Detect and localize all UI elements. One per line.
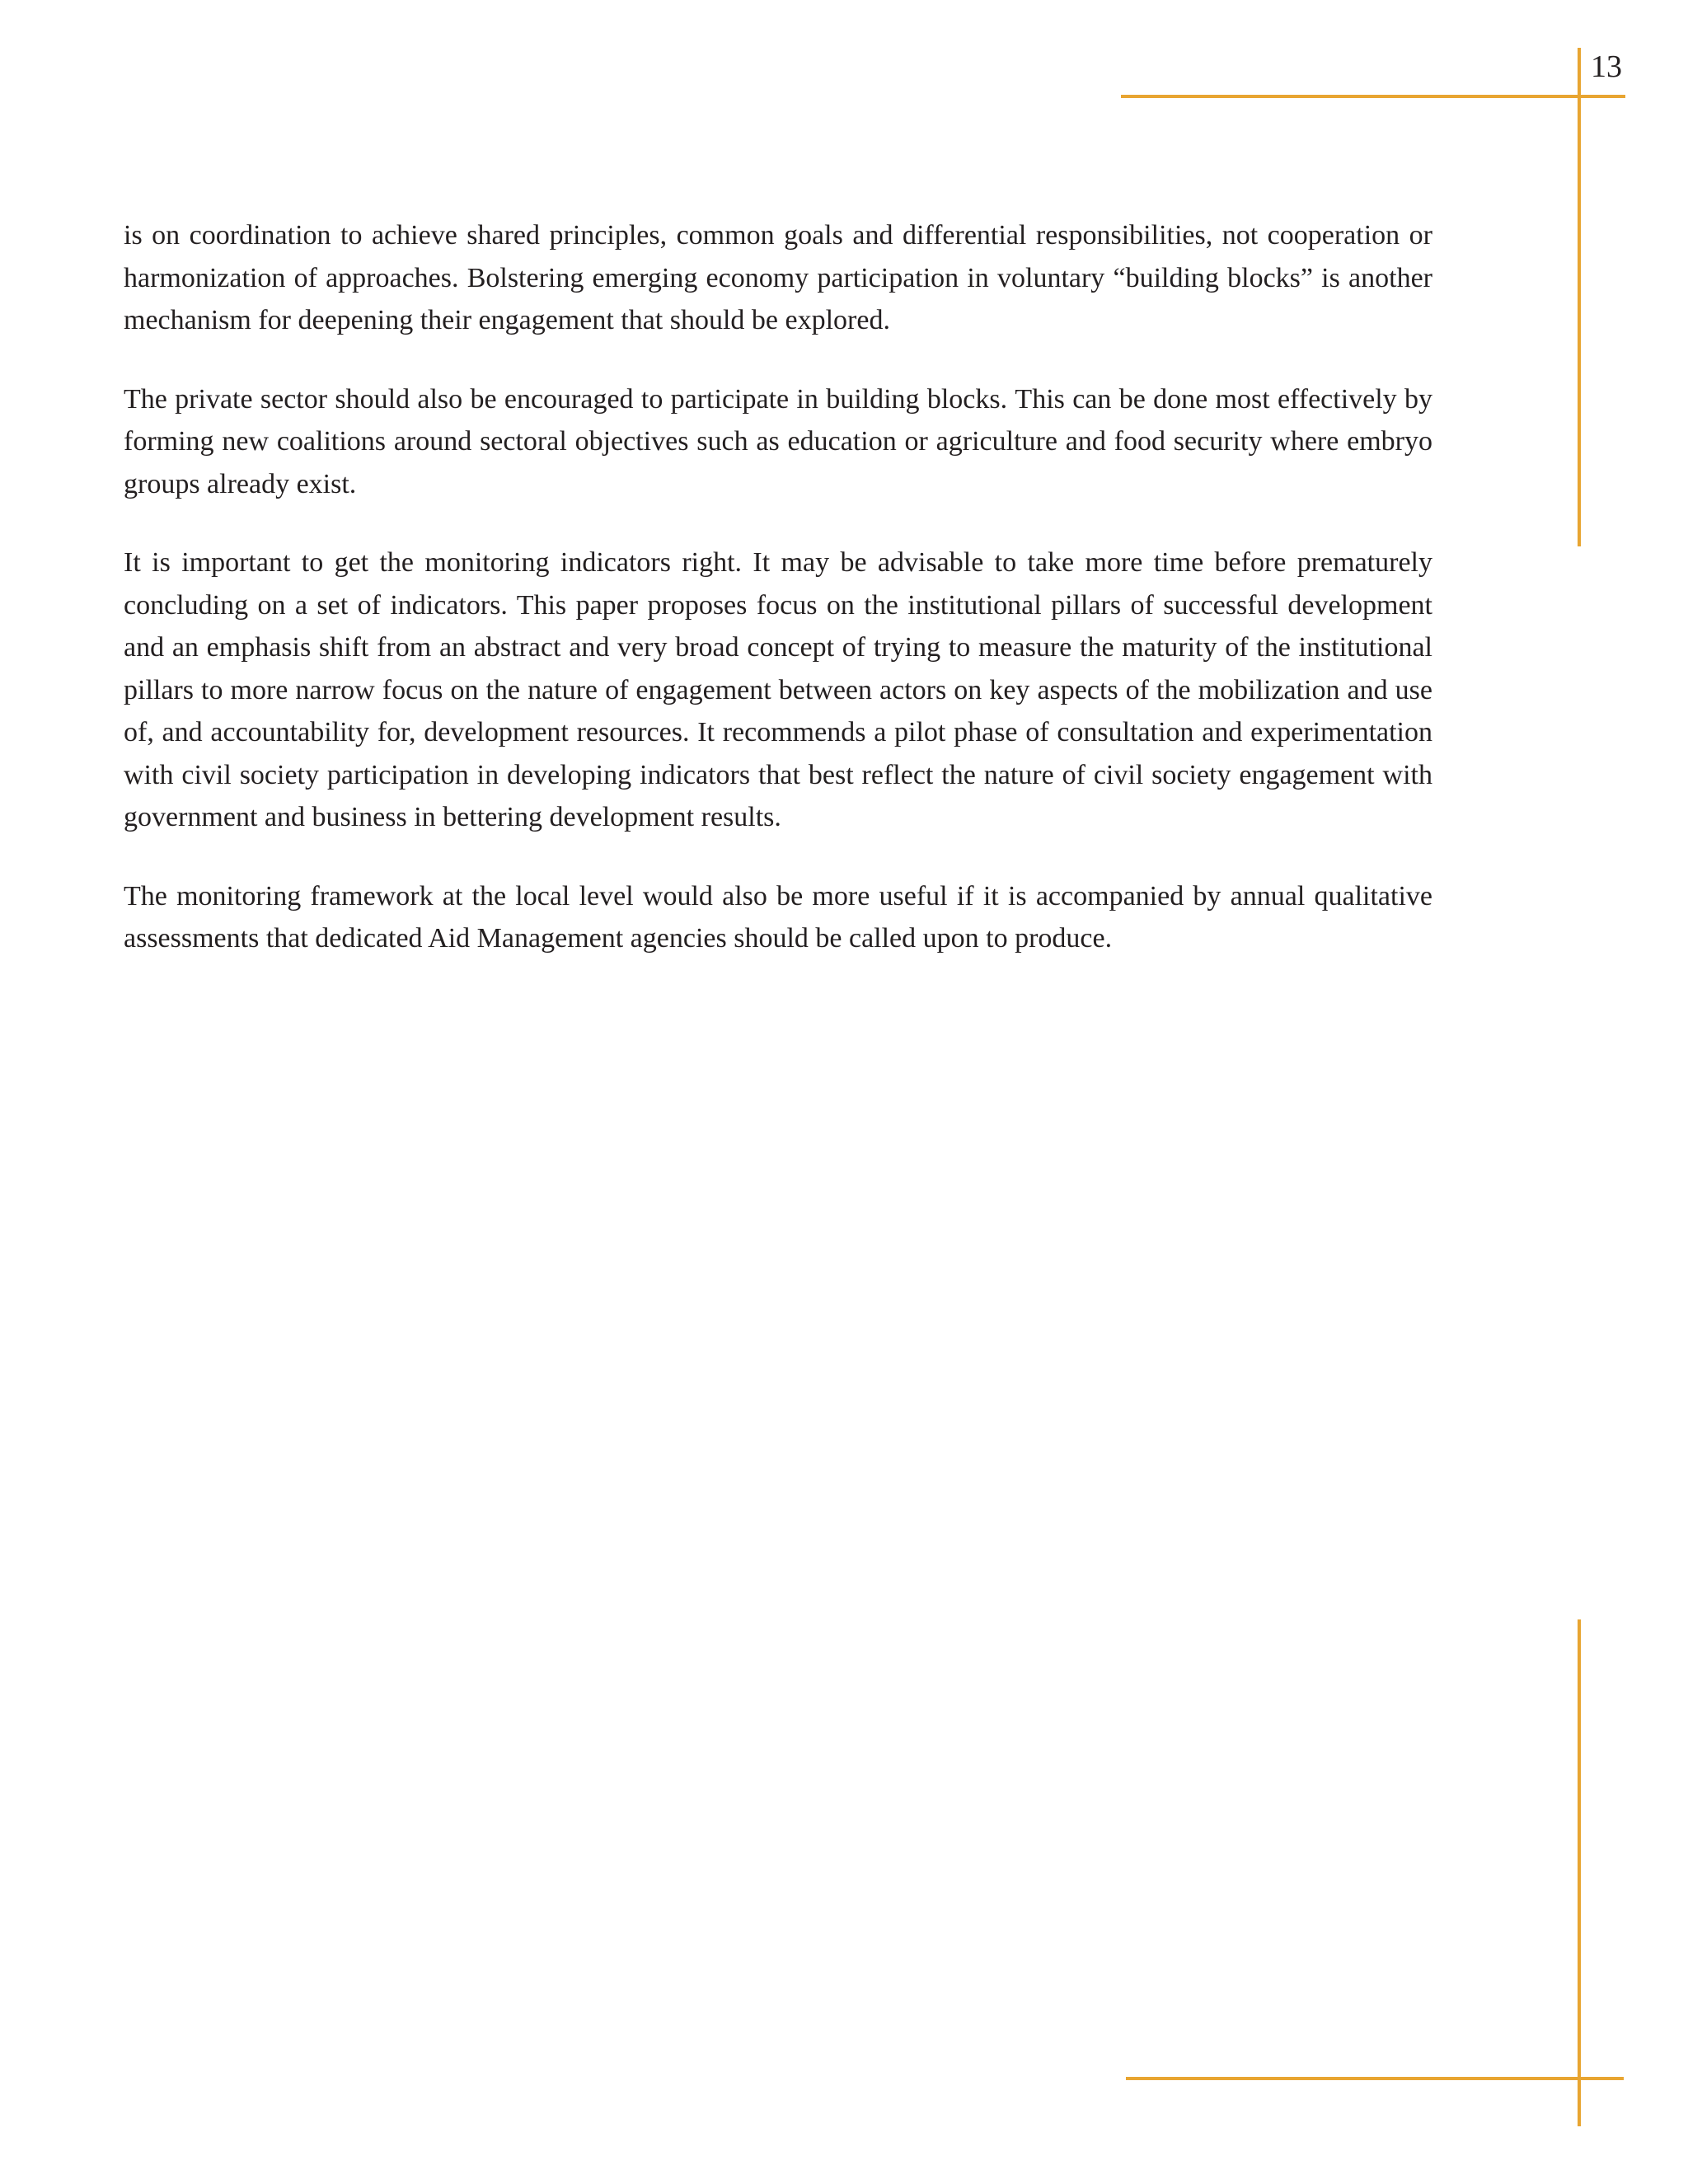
paragraph-1: is on coordination to achieve shared principles, common goals and differential responsibilities, not cooperation or harmonization of approaches. Bolstering emerging economy participation in voluntary “building blocks” is another mechanism for deepening their engagement that should be explored. (124, 220, 1432, 335)
top-vertical-rule (1578, 48, 1581, 546)
page-number: 13 (1591, 49, 1622, 84)
top-horizontal-rule (1121, 95, 1625, 98)
bottom-horizontal-rule (1126, 2077, 1624, 2080)
body-text (124, 214, 1432, 996)
paragraph-2: The private sector should also be encouraged to participate in building blocks. This can be done most effectively by forming new coalitions around sectoral objectives such as education or agriculture and food security where embryo groups already exist. (124, 383, 1432, 499)
paragraph-4: The monitoring framework at the local level would also be more useful if it is accompanied by annual qualitative assessments that dedicated Aid Management agencies should be called upon to produce. (124, 880, 1432, 954)
paragraph-3: It is important to get the monitoring indicators right. It may be advisable to take more time before prematurely concluding on a set of indicators. This paper proposes focus on the institutional pillars of successful development and an emphasis shift from an abstract and very broad concept of trying to measure the maturity of the institutional pillars to more narrow focus on the nature of engagement between actors on key aspects of the mobilization and use of, and accountability for, development resources. It recommends a pilot phase of consultation and experimentation with civil society participation in developing indicators that best reflect the nature of civil society engagement with government and business in bettering development results. (124, 547, 1432, 832)
bottom-vertical-rule (1578, 1619, 1581, 2126)
